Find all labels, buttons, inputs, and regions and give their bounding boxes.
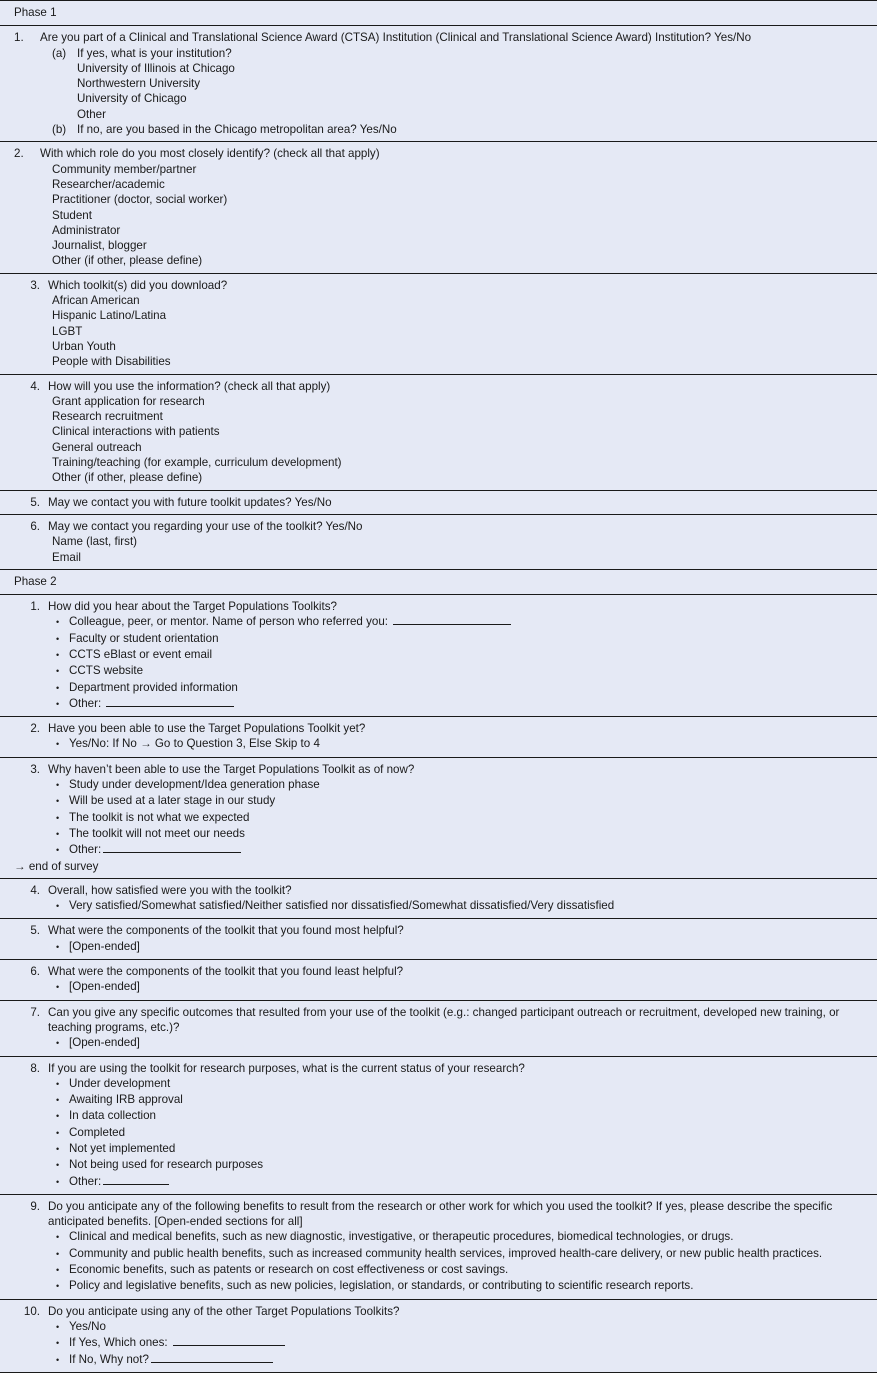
bullet-item xyxy=(14,663,863,679)
bullet-text: The toolkit is not what we expected xyxy=(69,810,250,824)
phase2-question-4 xyxy=(0,879,877,920)
option: University of Illinois at Chicago xyxy=(77,61,235,75)
question-text: Which toolkit(s) did you download? xyxy=(48,278,228,292)
phase1-question-3 xyxy=(0,274,877,375)
question-number: 5. xyxy=(30,924,40,938)
question-number: 2. xyxy=(30,722,40,736)
option: Email xyxy=(52,550,81,564)
bullet-icon xyxy=(56,979,69,995)
option: Training/teaching (for example, curriculum development) xyxy=(52,456,342,470)
option: Other xyxy=(77,107,106,121)
bullet-item xyxy=(14,777,863,793)
question-number: 6. xyxy=(30,965,40,979)
bullet-icon xyxy=(56,1229,69,1245)
question-number: 6. xyxy=(30,519,40,533)
question-text: How will you use the information? (check all that apply) xyxy=(48,379,331,393)
option: Community member/partner xyxy=(52,162,197,176)
bullet-icon xyxy=(56,1141,69,1157)
question-text: May we contact you with future toolkit updates? Yes/No xyxy=(48,495,332,509)
question-number: 3. xyxy=(30,762,40,776)
phase-2-header xyxy=(0,570,877,595)
bullet-icon xyxy=(56,1125,69,1141)
bullet-item xyxy=(14,898,863,914)
option: People with Disabilities xyxy=(52,355,171,369)
bullet-item xyxy=(14,939,863,955)
phase2-question-9 xyxy=(0,1195,877,1300)
bullet-text: Clinical and medical benefits, such as new diagnostic, investigative, or therapeutic procedures, biomedical technologies, or drugs. xyxy=(69,1230,734,1244)
bullet-text: Colleague, peer, or mentor. Name of person who referred you: xyxy=(69,615,392,629)
bullet-icon xyxy=(56,680,69,696)
bullet-icon xyxy=(56,1174,69,1190)
bullet-text: In data collection xyxy=(69,1109,157,1123)
question-number: 4. xyxy=(30,379,40,393)
bullet-text: CCTS website xyxy=(69,664,144,678)
bullet-icon xyxy=(56,793,69,809)
phase2-question-1 xyxy=(0,595,877,717)
bullet-icon xyxy=(56,898,69,914)
bullet-item xyxy=(14,1229,863,1245)
bullet-icon xyxy=(56,1076,69,1092)
bullet-text: Other: xyxy=(69,696,105,710)
option: Student xyxy=(52,208,92,222)
phase1-question-5 xyxy=(0,491,877,515)
bullet-text: [Open-ended] xyxy=(69,980,140,994)
question-number: 1. xyxy=(14,31,24,45)
bullet-icon xyxy=(56,631,69,647)
bullet-text: Faculty or student orientation xyxy=(69,631,219,645)
phase-1-header xyxy=(0,1,877,26)
bullet-text: If Yes, Which ones: xyxy=(69,1336,171,1350)
bullet-icon xyxy=(56,614,69,630)
question-text: With which role do you most closely identify? (check all that apply) xyxy=(40,147,380,161)
bullet-item xyxy=(14,810,863,826)
option: Other (if other, please define) xyxy=(52,254,203,268)
end-of-survey-note: → end of survey xyxy=(14,859,99,873)
question-number: 2. xyxy=(14,147,24,161)
phase2-question-8 xyxy=(0,1057,877,1195)
bullet-item xyxy=(14,1141,863,1157)
bullet-text: Will be used at a later stage in our study xyxy=(69,794,276,808)
answer-blank-line xyxy=(393,616,511,625)
bullet-text: [Open-ended] xyxy=(69,1036,140,1050)
answer-blank-line xyxy=(106,698,234,707)
question-text: What were the components of the toolkit that you found most helpful? xyxy=(48,924,404,938)
bullet-icon xyxy=(56,1352,69,1368)
phase1-question-1 xyxy=(0,26,877,142)
question-number: 9. xyxy=(30,1199,40,1213)
bullet-text: The toolkit will not meet our needs xyxy=(69,826,245,840)
phase1-question-6 xyxy=(0,515,877,570)
bullet-icon xyxy=(56,696,69,712)
question-number: 7. xyxy=(30,1005,40,1019)
bullet-text: CCTS eBlast or event email xyxy=(69,647,213,661)
answer-blank-line xyxy=(173,1337,285,1346)
bullet-item xyxy=(14,696,863,712)
bullet-icon xyxy=(56,1246,69,1262)
bullet-item xyxy=(14,614,863,630)
bullet-text: Awaiting IRB approval xyxy=(69,1093,183,1107)
phase1-question-4 xyxy=(0,375,877,491)
question-text: Do you anticipate any of the following benefits to result from the research or other work for which you used the toolkit? If yes, please describe the specific anticipated benefits. [Open-ended sections for all] xyxy=(48,1199,833,1229)
bullet-icon xyxy=(56,1035,69,1051)
bullet-text: Community and public health benefits, such as increased community health services, improved health-care delivery, or new public health practices. xyxy=(69,1246,823,1260)
answer-blank-line xyxy=(103,844,241,853)
bullet-icon xyxy=(56,1157,69,1173)
bullet-item xyxy=(14,1035,863,1051)
bullet-item xyxy=(14,1108,863,1124)
phase2-question-5 xyxy=(0,919,877,960)
bullet-text: If No, Why not? xyxy=(69,1352,149,1366)
bullet-text: Study under development/Idea generation phase xyxy=(69,778,320,792)
bullet-item xyxy=(14,680,863,696)
question-number: 5. xyxy=(30,495,40,509)
sub-text: If no, are you based in the Chicago metropolitan area? Yes/No xyxy=(77,123,397,137)
bullet-item xyxy=(14,647,863,663)
option: General outreach xyxy=(52,440,142,454)
phase-2-title: Phase 2 xyxy=(14,574,57,588)
option: Clinical interactions with patients xyxy=(52,425,220,439)
phase2-question-6 xyxy=(0,960,877,1001)
question-text: If you are using the toolkit for research purposes, what is the current status of your research? xyxy=(48,1061,525,1075)
answer-blank-line xyxy=(103,1176,169,1185)
bullet-icon xyxy=(56,1335,69,1351)
question-text: Have you been able to use the Target Populations Toolkit yet? xyxy=(48,722,366,736)
option: Other (if other, please define) xyxy=(52,471,203,485)
bullet-text: Completed xyxy=(69,1125,126,1139)
question-text: Overall, how satisfied were you with the toolkit? xyxy=(48,883,292,897)
bullet-item xyxy=(14,1092,863,1108)
bullet-text: Economic benefits, such as patents or research on cost effectiveness or cost savings. xyxy=(69,1263,509,1277)
bullet-text: Very satisfied/Somewhat satisfied/Neither satisfied nor dissatisfied/Somewhat dissatisfied/Very dissatisfied xyxy=(69,899,615,913)
bullet-item xyxy=(14,1174,863,1190)
option: Urban Youth xyxy=(52,339,116,353)
question-text: Are you part of a Clinical and Translational Science Award (CTSA) Institution (Clinical and Translational Science Award) Institution? Yes/No xyxy=(40,31,752,45)
option: University of Chicago xyxy=(77,92,187,106)
question-number: 8. xyxy=(30,1061,40,1075)
option: Researcher/academic xyxy=(52,177,165,191)
option: Practitioner (doctor, social worker) xyxy=(52,193,228,207)
bullet-text: Other: xyxy=(69,843,102,857)
bullet-item xyxy=(14,1352,863,1368)
option: African American xyxy=(52,294,140,308)
phase2-question-2 xyxy=(0,717,877,758)
question-number: 1. xyxy=(30,600,40,614)
bullet-icon xyxy=(56,736,69,752)
bullet-icon xyxy=(56,1092,69,1108)
bullet-icon xyxy=(56,1319,69,1335)
bullet-icon xyxy=(56,1108,69,1124)
bullet-icon xyxy=(56,842,69,858)
bullet-item xyxy=(14,1076,863,1092)
sub-label: (b) xyxy=(52,123,67,137)
question-number: 10. xyxy=(23,1304,40,1318)
sub-label: (a) xyxy=(52,46,67,60)
bullet-item xyxy=(14,1157,863,1173)
bullet-item xyxy=(14,1125,863,1141)
bullet-text: Department provided information xyxy=(69,680,238,694)
question-text: Why haven’t been able to use the Target Populations Toolkit as of now? xyxy=(48,762,415,776)
bullet-item xyxy=(14,979,863,995)
option: Research recruitment xyxy=(52,410,163,424)
bullet-text: Not being used for research purposes xyxy=(69,1158,263,1172)
phase2-question-3 xyxy=(0,758,877,879)
bullet-item xyxy=(14,1246,863,1262)
bullet-icon xyxy=(56,777,69,793)
option: Journalist, blogger xyxy=(52,239,147,253)
bullet-text: [Open-ended] xyxy=(69,939,140,953)
option: LGBT xyxy=(52,324,83,338)
answer-blank-line xyxy=(151,1354,273,1363)
bullet-icon xyxy=(56,939,69,955)
sub-text: If yes, what is your institution? xyxy=(77,46,232,60)
bullet-item xyxy=(14,1262,863,1278)
bullet-text: Other: xyxy=(69,1174,102,1188)
option: Name (last, first) xyxy=(52,535,138,549)
question-number: 3. xyxy=(30,278,40,292)
option: Administrator xyxy=(52,223,121,237)
bullet-text: Yes/No: If No → Go to Question 3, Else Skip to 4 xyxy=(69,737,320,751)
option: Grant application for research xyxy=(52,394,205,408)
phase2-question-7 xyxy=(0,1001,877,1057)
phase1-question-2 xyxy=(0,142,877,273)
bullet-item xyxy=(14,736,863,752)
option: Northwestern University xyxy=(77,77,201,91)
bullet-icon xyxy=(56,647,69,663)
bullet-icon xyxy=(56,1278,69,1294)
phase-1-title: Phase 1 xyxy=(14,6,57,19)
bullet-text: Under development xyxy=(69,1076,171,1090)
question-number: 4. xyxy=(30,883,40,897)
question-text: Can you give any specific outcomes that resulted from your use of the toolkit (e.g.: changed participant outreach or recruitment, developed new training, or teaching programs, etc.)? xyxy=(48,1005,840,1034)
bullet-item xyxy=(14,1335,863,1351)
bullet-icon xyxy=(56,663,69,679)
bullet-item xyxy=(14,793,863,809)
question-text: May we contact you regarding your use of the toolkit? Yes/No xyxy=(48,519,363,533)
bullet-item xyxy=(14,631,863,647)
bullet-icon xyxy=(56,826,69,842)
bullet-item xyxy=(14,842,863,858)
question-text: What were the components of the toolkit that you found least helpful? xyxy=(48,965,404,979)
bullet-item xyxy=(14,826,863,842)
bullet-text: Yes/No xyxy=(69,1319,106,1333)
option: Hispanic Latino/Latina xyxy=(52,309,167,323)
question-text: How did you hear about the Target Populations Toolkits? xyxy=(48,600,337,614)
question-text: Do you anticipate using any of the other Target Populations Toolkits? xyxy=(48,1304,400,1318)
phase2-question-10 xyxy=(0,1300,877,1372)
bullet-text: Not yet implemented xyxy=(69,1142,176,1155)
bullet-item xyxy=(14,1319,863,1335)
bullet-icon xyxy=(56,1262,69,1278)
bullet-text: Policy and legislative benefits, such as new policies, legislation, or standards, or contributing to scientific research reports. xyxy=(69,1279,694,1293)
bullet-icon xyxy=(56,810,69,826)
bullet-item xyxy=(14,1278,863,1294)
